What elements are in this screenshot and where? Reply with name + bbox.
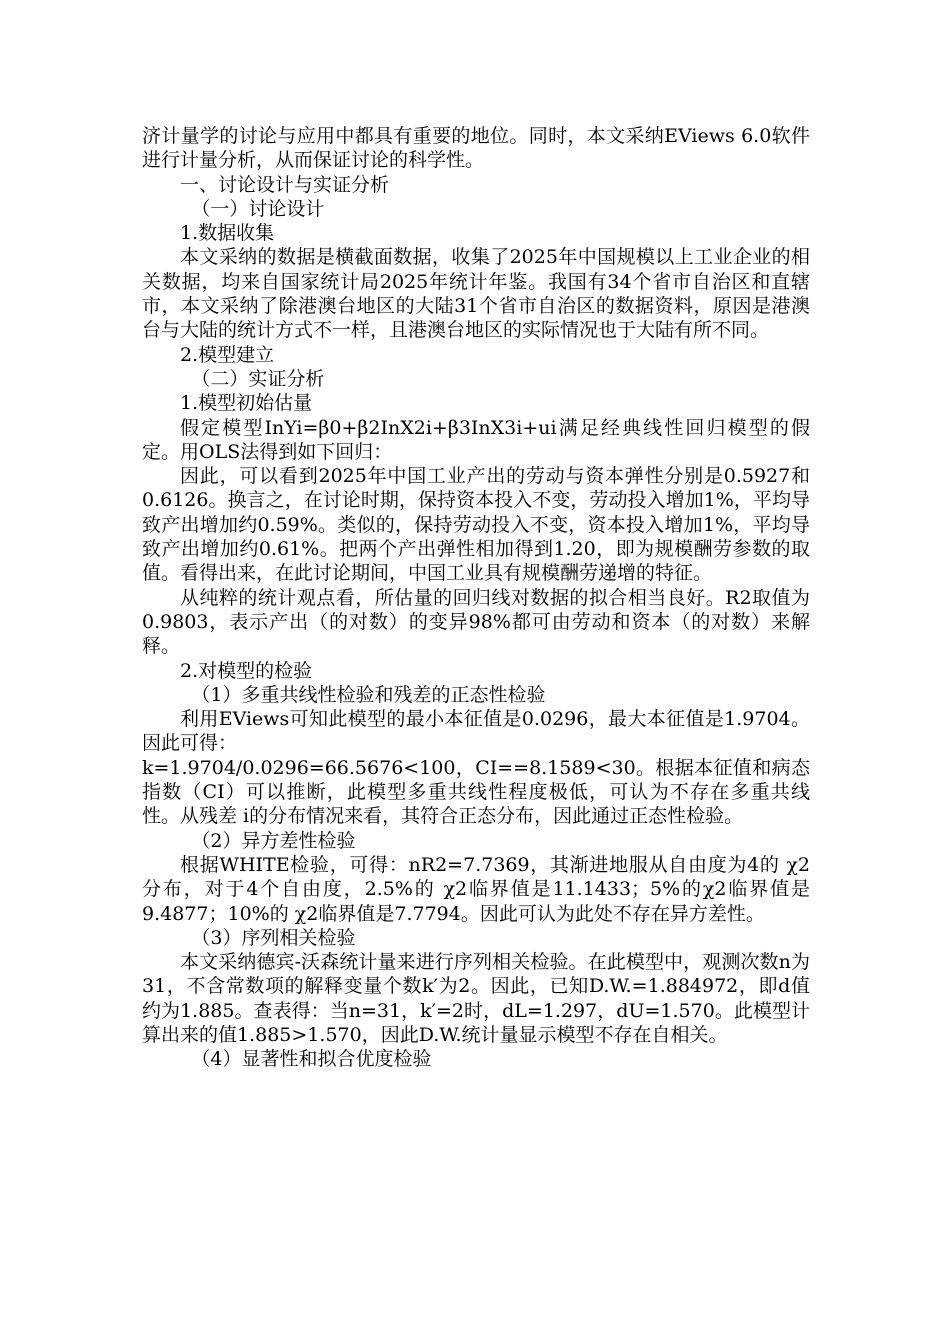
heading-data-collection: 1.数据收集: [180, 222, 275, 245]
paragraph-condition-index: k=1.9704/0.0296=66.5676<100，CI==8.1589<30。根据本征值和病态指数（CI）可以推断，此模型多重共线性程度极低，可认为不存在多重共线性。从残差 i的分布情况来看，其符合正态分布，因此通过正态性检验。: [142, 756, 810, 828]
heading-subsection-2: （二）实证分析: [191, 367, 325, 390]
paragraph-data-collection: 本文采纳的数据是横截面数据，收集了2025年中国规模以上工业企业的相关数据，均来自国家统计局2025年统计年鉴。我国有34个省市自治区和直辖市，本文采纳了除港澳台地区的大陆31个省市自治区的数据资料，原因是港澳台与大陆的统计方式不一样，且港澳台地区的实际情况也于大陆有所不同。: [142, 246, 810, 342]
heading-initial-estimate: 1.模型初始估量: [180, 392, 313, 415]
heading-significance: （4）显著性和拟合优度检验: [191, 1048, 432, 1071]
paragraph-model-assumption: 假定模型InYi=β0+β2InX2i+β3InX3i+ui满足经典线性回归模型的假定。用OLS法得到如下回归：: [142, 416, 810, 463]
paragraph-white-test: 根据WHITE检验，可得：nR2=7.7369，其渐进地服从自由度为4的 χ2分布，对于4个自由度，2.5%的 χ2临界值是11.1433；5%的χ2临界值是9.4877；10%的 χ2临界值是7.7794。因此可认为此处不存在异方差性。: [142, 853, 810, 925]
paragraph-durbin-watson: 本文采纳德宾-沃森统计量来进行序列相关检验。在此模型中，观测次数n为31，不含常数项的解释变量个数k′为2。因此，已知D.W.=1.884972，即d值约为1.885。查表得：当n=31，k′=2时，dL=1.297，dU=1.570。此模型计算出来的值1.885>1.570，因此D.W.统计量显示模型不存在自相关。: [142, 951, 810, 1046]
heading-section-1: 一、讨论设计与实证分析: [180, 173, 390, 196]
heading-multicollinearity: （1）多重共线性检验和残差的正态性检验: [191, 683, 546, 706]
heading-subsection-1: （一）讨论设计: [191, 197, 325, 220]
document-body: [142, 124, 810, 1072]
paragraph-goodness-of-fit: 从纯粹的统计观点看，所估量的回归线对数据的拟合相当良好。R2取值为0.9803，表示产出（的对数）的变异98%都可由劳动和资本（的对数）来解释。: [142, 586, 810, 658]
paragraph-eigenvalues: 利用EViews可知此模型的最小本征值是0.0296，最大本征值是1.9704。因此可得：: [142, 708, 810, 755]
heading-model-tests: 2.对模型的检验: [180, 659, 313, 682]
heading-model-building: 2.模型建立: [180, 343, 275, 366]
heading-serial-correlation: （3）序列相关检验: [191, 926, 356, 949]
paragraph-elasticity: 因此，可以看到2025年中国工业产出的劳动与资本弹性分别是0.5927和0.6126。换言之，在讨论时期，保持资本投入不变，劳动投入增加1%，平均导致产出增加约0.59%。类似的，保持劳动投入不变，资本投入增加1%，平均导致产出增加约0.61%。把两个产出弹性相加得到1.20，即为规模酬劳参数的取值。看得出来，在此讨论期间，中国工业具有规模酬劳递增的特征。: [142, 465, 810, 585]
paragraph-intro: 济计量学的讨论与应用中都具有重要的地位。同时，本文采纳EViews 6.0软件进行计量分析，从而保证讨论的科学性。: [142, 125, 810, 172]
heading-heteroscedasticity: （2）异方差性检验: [191, 829, 356, 852]
